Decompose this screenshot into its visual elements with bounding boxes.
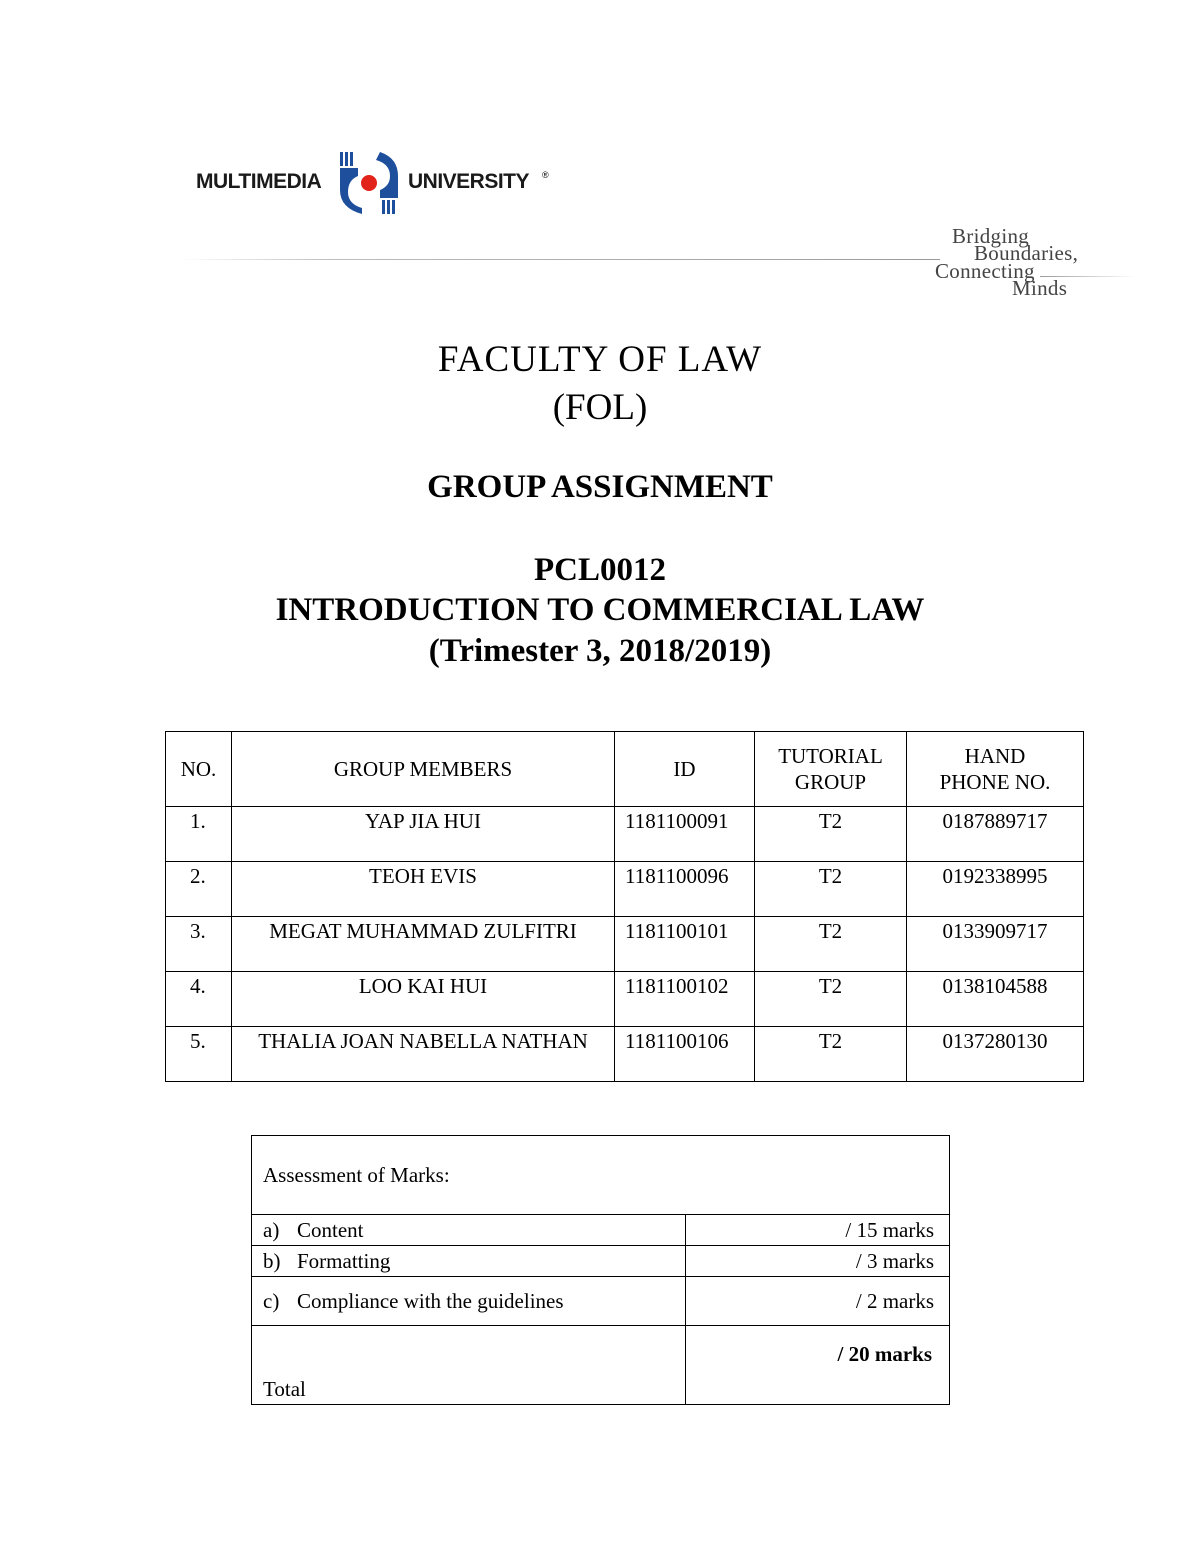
marks-value: / 3 marks [686,1246,950,1277]
member-tutorial-group: T2 [755,972,907,1027]
header-tutorial-group [755,732,907,807]
header-group-members: GROUP MEMBERS [232,732,615,807]
course-code: PCL0012 [534,552,666,588]
table-row [166,972,1084,1027]
mmu-emblem-icon [336,150,402,216]
member-id: 1181100106 [615,1027,755,1082]
marks-heading-row [252,1136,950,1215]
tagline-line-4: Minds [1012,276,1068,300]
member-phone: 0138104588 [907,972,1084,1027]
header-phone-line-1: HAND [964,744,1026,768]
faculty-abbreviation: (FOL) [552,387,648,428]
table-row [166,1027,1084,1082]
member-tutorial-group: T2 [755,1027,907,1082]
marks-item [252,1215,686,1246]
marks-heading [252,1136,950,1215]
member-no: 2. [166,862,232,917]
course-name: INTRODUCTION TO COMMERCIAL LAW [275,592,925,628]
member-id: 1181100102 [615,972,755,1027]
member-phone: 0137280130 [907,1027,1084,1082]
assessment-marks-table [251,1135,950,1405]
member-id: 1181100096 [615,862,755,917]
logo-text-multimedia: MULTIMEDIA [196,170,322,193]
marks-item-letter: c) [263,1288,280,1313]
faculty-title: FACULTY OF LAW [437,339,763,380]
marks-item-label: Compliance with the guidelines [297,1288,564,1313]
marks-heading-colon: : [443,1162,450,1187]
member-no: 4. [166,972,232,1027]
marks-item-label: Content [297,1217,364,1242]
member-tutorial-group: T2 [755,917,907,972]
member-tutorial-group: T2 [755,862,907,917]
marks-total-label: Total [252,1326,686,1405]
university-logo [196,150,556,216]
member-phone: 0133909717 [907,917,1084,972]
member-id: 1181100091 [615,807,755,862]
marks-item [252,1246,686,1277]
marks-item-letter: a) [263,1217,280,1242]
member-phone: 0192338995 [907,862,1084,917]
tagline-line-2: Boundaries, [974,241,1079,265]
member-id: 1181100101 [615,917,755,972]
header-phone-line-2: PHONE NO. [939,770,1051,794]
group-members-table [165,731,1084,1082]
assignment-title: GROUP ASSIGNMENT [427,469,773,505]
marks-item [252,1277,686,1326]
header-no: NO. [166,732,232,807]
marks-value: / 2 marks [686,1277,950,1326]
member-tutorial-group: T2 [755,807,907,862]
table-header-row [166,732,1084,807]
logo-text-university: UNIVERSITY [408,170,530,193]
member-no: 3. [166,917,232,972]
registered-mark: ® [542,170,549,180]
header-tutorial-line-1: TUTORIAL [778,744,883,768]
marks-value: / 15 marks [686,1215,950,1246]
member-name: TEOH EVIS [232,862,615,917]
table-row [166,807,1084,862]
university-tagline [932,224,1132,304]
table-row [166,917,1084,972]
header-divider [180,259,940,260]
marks-row [252,1277,950,1326]
member-no: 5. [166,1027,232,1082]
header-hand-phone [907,732,1084,807]
course-term: (Trimester 3, 2018/2019) [428,633,772,669]
member-name: MEGAT MUHAMMAD ZULFITRI [232,917,615,972]
member-no: 1. [166,807,232,862]
marks-row [252,1215,950,1246]
tagline-line-3: Connecting [935,259,1035,283]
tagline-line-1: Bridging [952,224,1030,248]
member-name: LOO KAI HUI [232,972,615,1027]
marks-total-value: / 20 marks [686,1326,950,1405]
marks-item-letter: b) [263,1248,281,1273]
marks-heading-text: Assessment of Marks [263,1162,444,1187]
marks-item-label: Formatting [297,1248,391,1273]
marks-row [252,1246,950,1277]
table-row [166,862,1084,917]
member-name: YAP JIA HUI [232,807,615,862]
header-id: ID [615,732,755,807]
marks-total-row [252,1326,950,1405]
header-tutorial-line-2: GROUP [794,770,867,794]
member-name: THALIA JOAN NABELLA NATHAN [232,1027,615,1082]
member-phone: 0187889717 [907,807,1084,862]
